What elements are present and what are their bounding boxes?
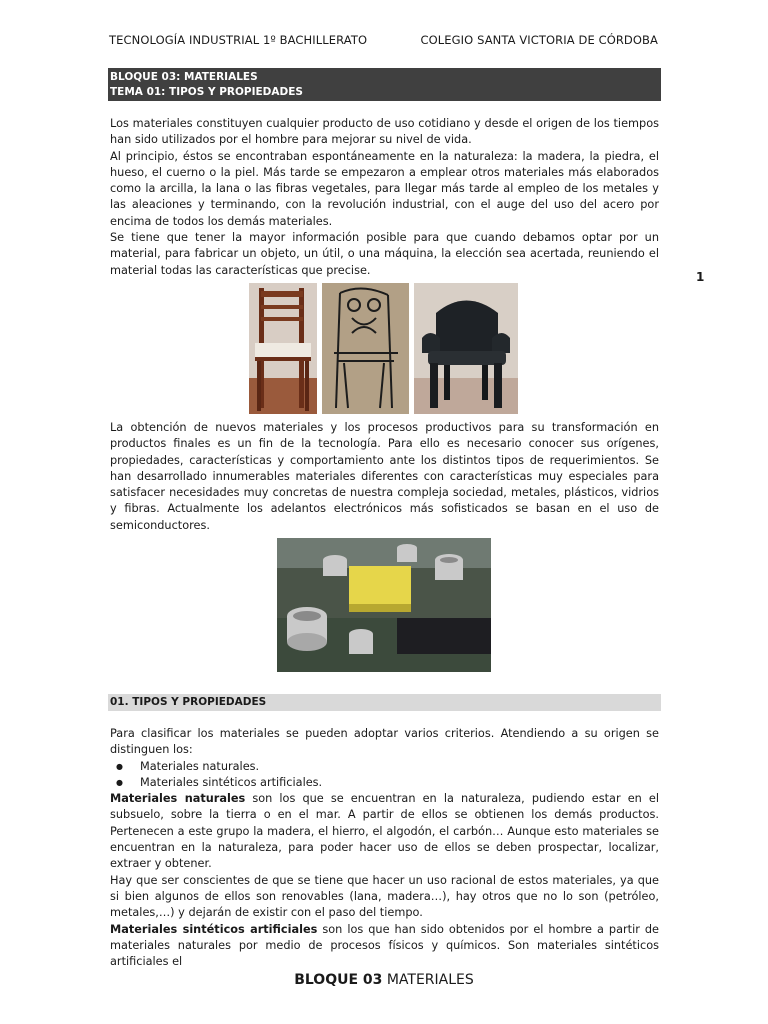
plastic-chair-image: [414, 283, 518, 414]
synthetic-term: Materiales sintéticos artificiales: [110, 922, 318, 936]
bullet-synthetic: ● Materiales sintéticos artificiales.: [110, 775, 659, 791]
iron-chair-image: [322, 283, 409, 414]
electronics-image: [277, 538, 491, 672]
natural-materials-paragraph: [110, 791, 659, 872]
title-bar: [108, 68, 661, 101]
intro-paragraph-1: Los materiales constituyen cualquier producto de uso cotidiano y desde el origen de los tiempos han sido utilizados por el hombre para mejorar su nivel de vida.: [110, 117, 659, 147]
renewable-paragraph: Hay que ser conscientes de que se tiene que hacer un uso racional de estos materiales, ya que si bien algunos de ellos son renovables (lana, madera…), hay otros que no lo son (petróleo, metales,…) y dejarán de existir con el paso del tiempo.: [110, 873, 659, 920]
section-title-bar: 01. TIPOS Y PROPIEDADES: [108, 694, 661, 711]
materials-paragraph: La obtención de nuevos materiales y los procesos productivos para su transformación en productos finales es un fin de la tecnología. Para ello es necesario conocer sus orígenes, propiedades, características y comportamiento ante los distintos tipos de requerimientos. Se han desarrollado innumerables materiales diferentes con características muy especiales para satisfacer necesidades muy concretas de nuestra compleja sociedad, metales, plásticos, vidrios y fibras. Actualmente los adelantos electrónicos más sofisticados se basan en el uso de semiconductores.: [110, 421, 659, 532]
footer-subject: MATERIALES: [382, 972, 474, 988]
section-intro: Para clasificar los materiales se pueden adoptar varios criterios. Atendiendo a su origen se distinguen los:: [110, 727, 659, 757]
natural-term: Materiales naturales: [110, 792, 246, 806]
natural-text: son los que se encuentran en la naturaleza, pudiendo estar en el subsuelo, sobre la tierra o en el mar. A partir de ellos se obtienen los demás productos. Pertenecen a este grupo la madera, el hierro, el algodón, el carbón… Aunque esto materiales se encuentran en la naturaleza, para poder hacer uso de ellos se deben prospectar, localizar, extraer y obtener.: [110, 792, 660, 871]
intro-paragraph-2: Al principio, éstos se encontraban espontáneamente en la naturaleza: la madera, la piedra, el hueso, el cuerno o la piel. Más tarde se empezaron a emplear otros materiales más elaborados como la arcilla, la lana o las fibras vegetales, para llegar más tarde al empleo de los metales y las aleaciones y terminando, con la revolución industrial, con el auge del uso del acero por encima de todos los demás materiales.: [110, 149, 659, 228]
wooden-chair-image: [249, 283, 317, 414]
intro-paragraph-3: Se tiene que tener la mayor información posible para que cuando debamos optar por un material, para fabricar un objeto, un útil, o una máquina, la elección sea acertada, reuniendo el material todas las características que precise.: [110, 231, 659, 277]
topic-title: TEMA 01: TIPOS Y PROPIEDADES: [110, 86, 303, 98]
page-footer: [0, 972, 768, 988]
page-number: 1: [696, 270, 705, 284]
block-title: BLOQUE 03: MATERIALES: [110, 71, 258, 83]
header-right: COLEGIO SANTA VICTORIA DE CÓRDOBA: [420, 33, 658, 47]
synthetic-materials-paragraph: [110, 922, 659, 971]
header-left: TECNOLOGÍA INDUSTRIAL 1º BACHILLERATO: [109, 33, 368, 47]
footer-block: BLOQUE 03: [294, 972, 383, 988]
section-body: [110, 726, 659, 970]
synthetic-text: son los que han sido obtenidos por el hombre a partir de materiales naturales por medio de procesos físicos y químicos. Son materiales sintéticos artificiales el: [110, 922, 659, 969]
intro-text: [110, 116, 659, 279]
bullet-list: [110, 759, 659, 792]
bullet-natural: ● Materiales naturales.: [110, 759, 659, 775]
